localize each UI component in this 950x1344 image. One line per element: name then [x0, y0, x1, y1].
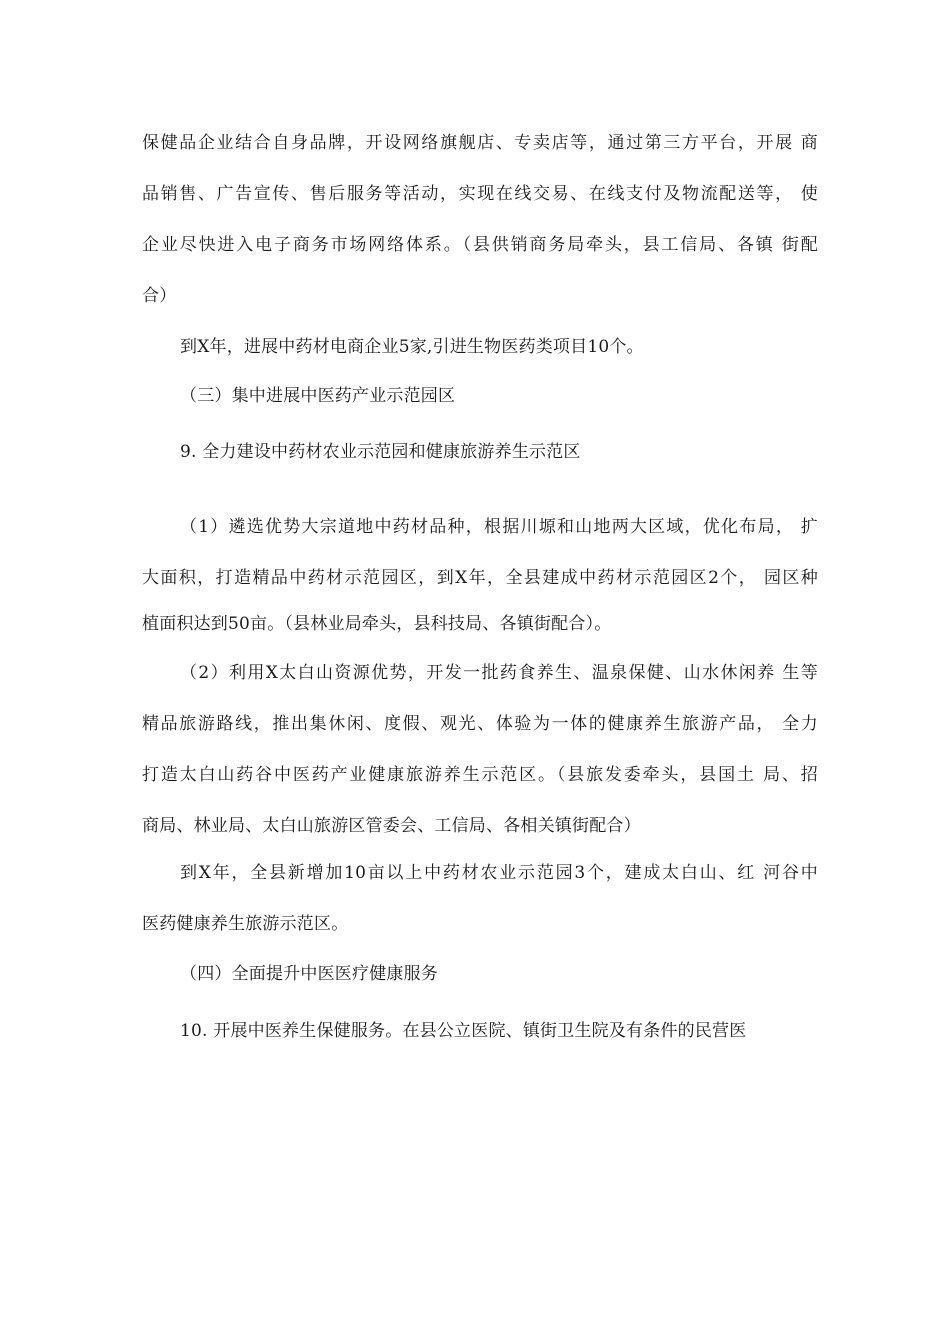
paragraph-line: 保健品企业结合自身品牌，开设网络旗舰店、专卖店等，通过第三方平台，开展 商: [142, 133, 818, 153]
paragraph-line: （1）遴选优势大宗道地中药材品种，根据川塬和山地两大区域，优化布局， 扩: [180, 517, 818, 537]
paragraph-line: 大面积，打造精品中药材示范园区，到X年，全县建成中药材示范园区2个， 园区种: [142, 568, 818, 588]
paragraph-line: 合）: [142, 286, 177, 306]
paragraph-line: 10. 开展中医养生保健服务。在县公立医院、镇街卫生院及有条件的民营医: [180, 1021, 747, 1041]
paragraph-line: 到X年，全县新增加10亩以上中药材农业示范园3个，建成太白山、红 河谷中: [180, 863, 818, 883]
subsection-heading: 9. 全力建设中药材农业示范园和健康旅游养生示范区: [180, 442, 581, 462]
section-heading: （四）全面提升中医医疗健康服务: [180, 964, 438, 984]
paragraph-line: 医药健康养生旅游示范区。: [142, 914, 349, 934]
paragraph-line: 商局、林业局、太白山旅游区管委会、工信局、各相关镇街配合）: [142, 816, 641, 836]
paragraph-line: 植面积达到50亩。（县林业局牵头，县科技局、各镇街配合）。: [142, 614, 612, 634]
paragraph-line: 企业尽快进入电子商务市场网络体系。（县供销商务局牵头，县工信局、各镇 街配: [142, 235, 818, 255]
section-heading: （三）集中进展中医药产业示范园区: [180, 386, 456, 406]
paragraph-line: （2）利用X太白山资源优势，开发一批药食养生、温泉保健、山水休闲养 生等: [180, 663, 818, 683]
paragraph-line: 到X年，进展中药材电商企业5家,引进生物医药类项目10个。: [180, 337, 644, 357]
paragraph-line: 品销售、广告宣传、售后服务等活动，实现在线交易、在线支付及物流配送等， 使: [142, 184, 818, 204]
paragraph-line: 打造太白山药谷中医药产业健康旅游养生示范区。（县旅发委牵头，县国土 局、招: [142, 765, 818, 785]
paragraph-line: 精品旅游路线，推出集休闲、度假、观光、体验为一体的健康养生旅游产品， 全力: [142, 714, 818, 734]
